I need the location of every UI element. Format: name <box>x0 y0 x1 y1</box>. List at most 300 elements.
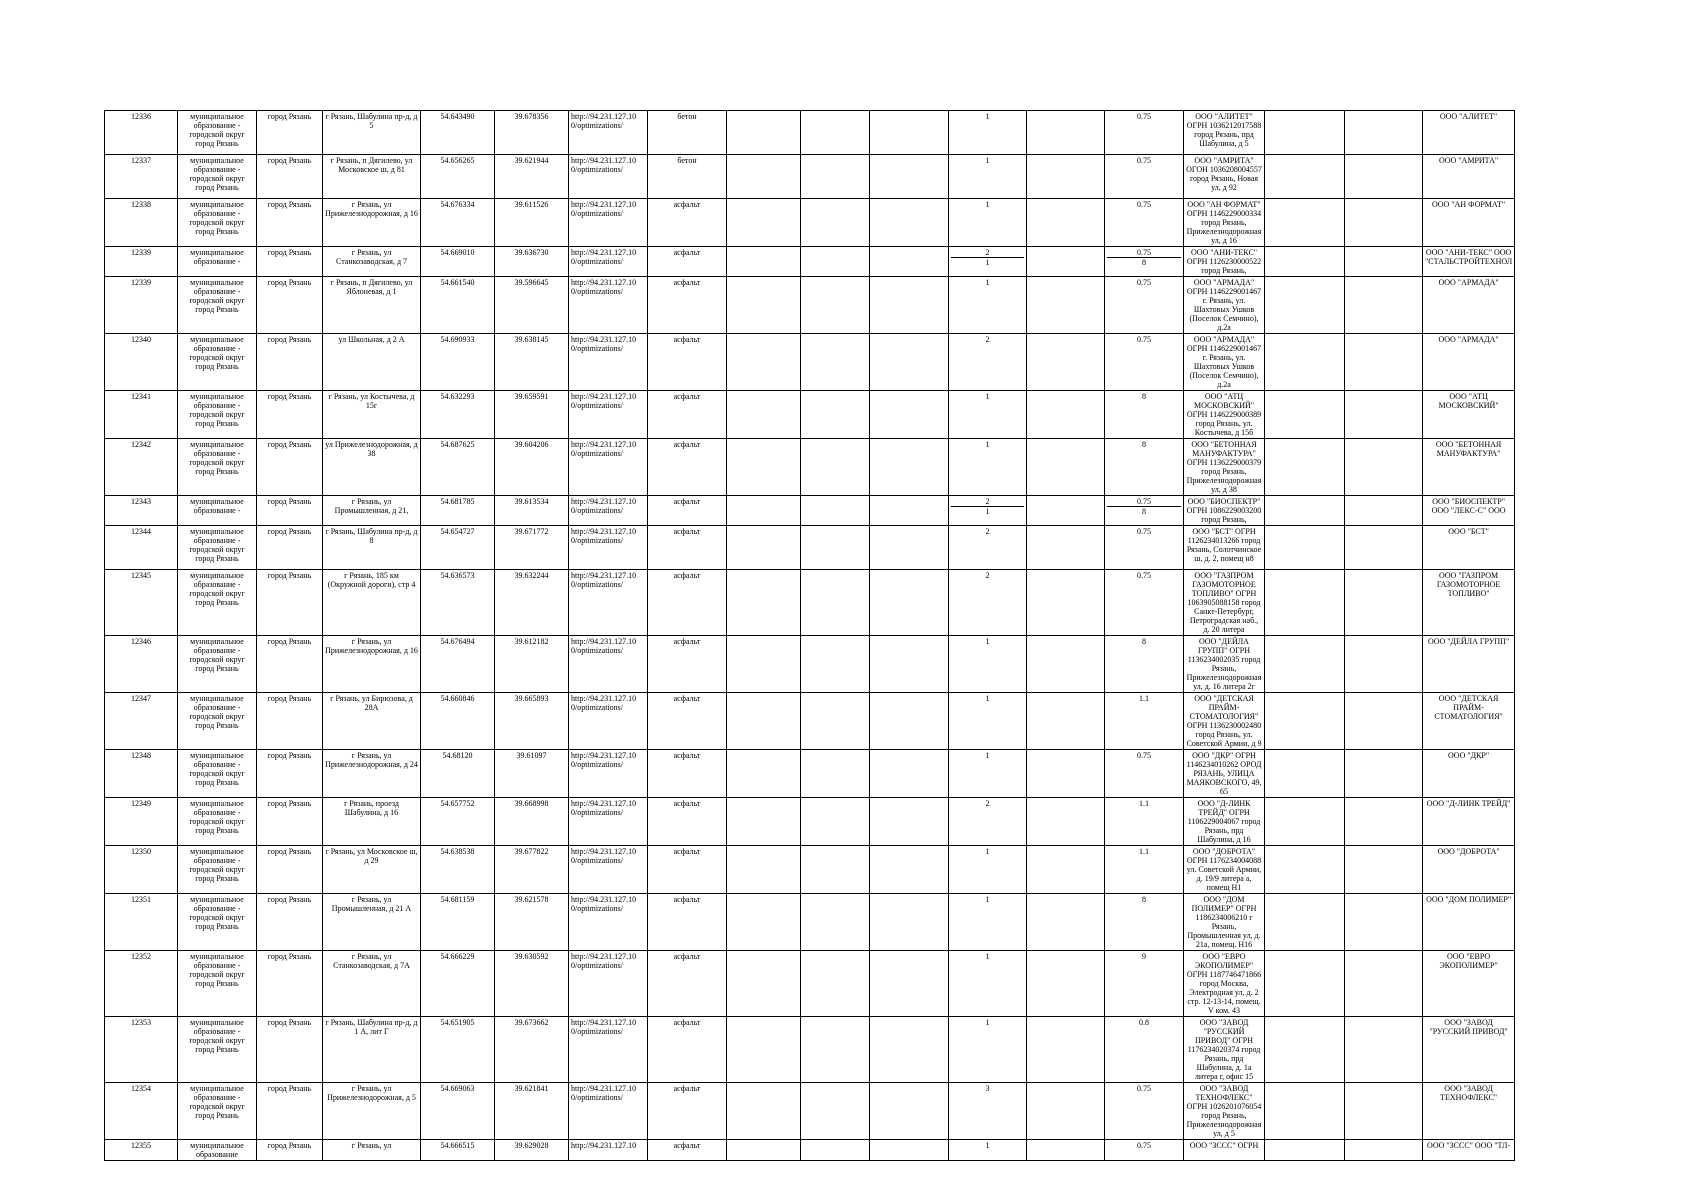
empty-cell <box>801 750 870 798</box>
empty-cell <box>870 439 949 496</box>
owner-cell: ООО "БЕТОННАЯ МАНУФАКТУРА" ОГРН 1136229000379 город Рязань, Прижелезнодорожная ул, д 38 <box>1184 439 1265 496</box>
waste-generator-cell: ООО "ДЕТСКАЯ ПРАЙМ-СТОМАТОЛОГИЯ" <box>1423 693 1515 750</box>
container-volume-cell <box>1105 155 1184 199</box>
city-cell: город Рязань <box>257 199 323 247</box>
empty-cell <box>1027 846 1105 894</box>
site-id-cell: 12351 <box>105 894 178 951</box>
empty-cell <box>1265 570 1345 636</box>
table-row <box>105 199 1623 247</box>
municipality-cell: муниципальное образование - городской округ город Рязань <box>178 636 257 693</box>
address-cell: г Рязань, ул Промышленная, д 21, <box>323 496 421 526</box>
municipality-cell: муниципальное образование - городской округ город Рязань <box>178 951 257 1017</box>
longitude-cell: 39.659591 <box>495 391 569 439</box>
longitude-cell: 39.604206 <box>495 439 569 496</box>
waste-generator-cell: ООО "ЗАВОД ТЕХНОФЛЕКС" <box>1423 1083 1515 1140</box>
empty-cell <box>1345 693 1423 750</box>
container-volume-cell <box>1105 1017 1184 1083</box>
empty-cell <box>1345 526 1423 570</box>
waste-generator-cell: ООО "ГАЗПРОМ ГАЗОМОТОРНОЕ ТОПЛИВО" <box>1423 570 1515 636</box>
empty-cell <box>1345 894 1423 951</box>
container-volume-cell <box>1105 846 1184 894</box>
empty-cell <box>870 526 949 570</box>
address-cell: г Рязань, п Дягилево, ул Московское ш, д 81 <box>323 155 421 199</box>
city-cell: город Рязань <box>257 247 323 277</box>
owner-cell: ООО "ГАЗПРОМ ГАЗОМОТОРНОЕ ТОПЛИВО" ОГРН 1063905088158 город Санкт-Петербург, Петроградская наб., д. 20 литера <box>1184 570 1265 636</box>
container-count-value: 2 <box>985 248 990 257</box>
owner-cell: ООО "Д-ЛИНК ТРЕЙД" ОГРН 1106229004067 город Рязань, прд Шабулина, д 16 <box>1184 798 1265 846</box>
owner-cell: ООО "ДЕЙЛА ГРУПП" ОГРН 1136234002035 город Рязань, Прижелезнодорожная ул, д. 16 литера 2г <box>1184 636 1265 693</box>
empty-cell <box>870 951 949 1017</box>
empty-cell <box>727 693 801 750</box>
latitude-cell: 54.654727 <box>421 526 495 570</box>
container-volume-cell <box>1105 636 1184 693</box>
latitude-cell: 54.669063 <box>421 1083 495 1140</box>
container-count-value: 1 <box>985 1018 990 1027</box>
empty-cell <box>870 1140 949 1161</box>
empty-cell <box>801 570 870 636</box>
municipality-cell: муниципальное образование - городской округ город Рязань <box>178 199 257 247</box>
empty-cell <box>1027 391 1105 439</box>
link-cell: http://94.231.127.10 <box>569 1140 648 1161</box>
city-cell: город Рязань <box>257 1017 323 1083</box>
link-cell: http://94.231.127.10 0/optimizations/ <box>569 1083 648 1140</box>
address-cell: г Рязань, Шабулина пр-д, д 5 <box>323 111 421 155</box>
empty-cell <box>727 391 801 439</box>
city-cell: город Рязань <box>257 439 323 496</box>
surface-cell: асфальт <box>648 1083 727 1140</box>
site-id-cell: 12337 <box>105 155 178 199</box>
longitude-cell: 39.638145 <box>495 334 569 391</box>
latitude-cell: 54.676494 <box>421 636 495 693</box>
empty-cell <box>1345 846 1423 894</box>
longitude-cell: 39.668998 <box>495 798 569 846</box>
longitude-cell: 39.632244 <box>495 570 569 636</box>
empty-cell <box>727 570 801 636</box>
empty-cell <box>1345 247 1423 277</box>
owner-cell: ООО "БИОСПЕКТР" ОГРН 1086229003200 город Рязань, <box>1184 496 1265 526</box>
empty-cell <box>870 846 949 894</box>
waste-generator-cell: ООО "ДЕЙЛА ГРУПП" <box>1423 636 1515 693</box>
city-cell: город Рязань <box>257 750 323 798</box>
link-cell: http://94.231.127.10 0/optimizations/ <box>569 111 648 155</box>
empty-cell <box>870 1017 949 1083</box>
site-id-cell: 12350 <box>105 846 178 894</box>
table-row <box>105 155 1623 199</box>
city-cell: город Рязань <box>257 334 323 391</box>
container-volume-cell <box>1105 391 1184 439</box>
municipality-cell: муниципальное образование - городской округ город Рязань <box>178 155 257 199</box>
empty-cell <box>870 155 949 199</box>
longitude-cell: 39.621841 <box>495 1083 569 1140</box>
container-count-cell <box>949 526 1027 570</box>
container-volume-value: 8 <box>1142 440 1146 449</box>
empty-cell <box>1265 277 1345 334</box>
table-row <box>105 693 1623 750</box>
surface-cell: асфальт <box>648 894 727 951</box>
table-row <box>105 111 1623 155</box>
owner-cell: ООО "ЗАВОД "РУССКИЙ ПРИВОД" ОГРН 1176234020374 город Рязань, прд Шабулина, д. 1а литера г, офис 15 <box>1184 1017 1265 1083</box>
container-volume-value: 8 <box>1107 257 1181 267</box>
container-count-cell <box>949 693 1027 750</box>
empty-cell <box>801 199 870 247</box>
empty-cell <box>1345 750 1423 798</box>
container-count-cell <box>949 798 1027 846</box>
empty-cell <box>801 1017 870 1083</box>
container-count-cell <box>949 894 1027 951</box>
site-id-cell: 12340 <box>105 334 178 391</box>
empty-cell <box>1345 439 1423 496</box>
container-count-value: 1 <box>985 637 990 646</box>
municipality-cell: муниципальное образование - городской округ город Рязань <box>178 111 257 155</box>
waste-generator-cell: ООО "ДОБРОТА" <box>1423 846 1515 894</box>
link-cell: http://94.231.127.10 0/optimizations/ <box>569 798 648 846</box>
owner-cell: ООО "ДОМ ПОЛИМЕР" ОГРН 1186234006210 г Рязань, Промышленная ул, д. 21а, помещ. Н16 <box>1184 894 1265 951</box>
container-count-value: 1 <box>985 278 990 287</box>
municipality-cell: муниципальное образование - городской округ город Рязань <box>178 894 257 951</box>
container-count-cell <box>949 1140 1027 1161</box>
owner-cell: ООО "АРМАДА" ОГРН 1146229001467 г. Рязань, ул. Шахтовых Ушков (Поселок Семчино), д.2а <box>1184 334 1265 391</box>
longitude-cell: 39.612182 <box>495 636 569 693</box>
latitude-cell: 54.660846 <box>421 693 495 750</box>
address-cell: г Рязань, Шабулина пр-д, д 8 <box>323 526 421 570</box>
link-cell: http://94.231.127.10 0/optimizations/ <box>569 636 648 693</box>
site-id-cell: 12354 <box>105 1083 178 1140</box>
municipality-cell: муниципальное образование - городской округ город Рязань <box>178 750 257 798</box>
empty-cell <box>1265 391 1345 439</box>
longitude-cell: 39.677822 <box>495 846 569 894</box>
latitude-cell: 54.666515 <box>421 1140 495 1161</box>
link-cell: http://94.231.127.10 0/optimizations/ <box>569 199 648 247</box>
container-volume-value: 0.75 <box>1137 497 1151 506</box>
table-row <box>105 526 1623 570</box>
empty-cell <box>870 391 949 439</box>
waste-generator-cell: ООО "ЕВРО ЭКОПОЛИМЕР" <box>1423 951 1515 1017</box>
container-count-value: 3 <box>985 1084 990 1093</box>
municipality-cell: муниципальное образование - <box>178 496 257 526</box>
latitude-cell: 54.666229 <box>421 951 495 1017</box>
table-row <box>105 636 1623 693</box>
site-id-cell: 12343 <box>105 496 178 526</box>
owner-cell: ООО "ЗАВОД ТЕХНОФЛЕКС" ОГРН 1026201076054 город Рязань, Прижелезнодорожная ул, д 5 <box>1184 1083 1265 1140</box>
empty-cell <box>1265 846 1345 894</box>
municipality-cell: муниципальное образование - городской округ город Рязань <box>178 277 257 334</box>
container-count-value: 2 <box>985 799 990 808</box>
empty-cell <box>1027 526 1105 570</box>
empty-cell <box>1345 111 1423 155</box>
municipality-cell: муниципальное образование - городской округ город Рязань <box>178 693 257 750</box>
latitude-cell: 54.681159 <box>421 894 495 951</box>
empty-cell <box>1265 798 1345 846</box>
empty-cell <box>870 1083 949 1140</box>
container-volume-cell <box>1105 693 1184 750</box>
link-cell: http://94.231.127.10 0/optimizations/ <box>569 693 648 750</box>
container-count-value: 1 <box>985 200 990 209</box>
container-count-cell <box>949 846 1027 894</box>
latitude-cell: 54.681785 <box>421 496 495 526</box>
container-count-value: 2 <box>985 527 990 536</box>
container-count-cell <box>949 334 1027 391</box>
container-volume-value: 0.75 <box>1137 751 1151 760</box>
longitude-cell: 39.671772 <box>495 526 569 570</box>
table-row <box>105 439 1623 496</box>
container-volume-cell <box>1105 894 1184 951</box>
empty-cell <box>1027 247 1105 277</box>
site-id-cell: 12338 <box>105 199 178 247</box>
latitude-cell: 54.636573 <box>421 570 495 636</box>
site-id-cell: 12347 <box>105 693 178 750</box>
surface-cell: асфальт <box>648 636 727 693</box>
container-count-value: 1 <box>985 112 990 121</box>
owner-cell: ООО "АРМАДА" ОГРН 1146229001467 г. Рязань, ул. Шахтовых Ушков (Поселок Семчино), д.2а <box>1184 277 1265 334</box>
latitude-cell: 54.656265 <box>421 155 495 199</box>
empty-cell <box>801 951 870 1017</box>
empty-cell <box>727 846 801 894</box>
surface-cell: асфальт <box>648 1140 727 1161</box>
empty-cell <box>727 277 801 334</box>
owner-cell: ООО "ДОБРОТА" ОГРН 1176234004088 ул. Советской Армии, д. 19/9 литера а, помещ Н1 <box>1184 846 1265 894</box>
empty-cell <box>1345 570 1423 636</box>
address-cell: г Рязань, 185 км (Окружной дороги), стр 4 <box>323 570 421 636</box>
empty-cell <box>801 526 870 570</box>
table-row <box>105 798 1623 846</box>
site-id-cell: 12339 <box>105 277 178 334</box>
empty-cell <box>1265 526 1345 570</box>
surface-cell: асфальт <box>648 1017 727 1083</box>
city-cell: город Рязань <box>257 111 323 155</box>
site-id-cell: 12341 <box>105 391 178 439</box>
empty-cell <box>1265 247 1345 277</box>
container-volume-value: 9 <box>1142 952 1146 961</box>
latitude-cell: 54.632293 <box>421 391 495 439</box>
container-count-cell <box>949 750 1027 798</box>
container-count-value: 1 <box>985 1141 990 1150</box>
empty-cell <box>1265 496 1345 526</box>
empty-cell <box>870 750 949 798</box>
empty-cell <box>1027 199 1105 247</box>
surface-cell: асфальт <box>648 199 727 247</box>
site-id-cell: 12336 <box>105 111 178 155</box>
surface-cell: асфальт <box>648 496 727 526</box>
site-id-cell: 12355 <box>105 1140 178 1161</box>
empty-cell <box>727 798 801 846</box>
longitude-cell: 39.621578 <box>495 894 569 951</box>
link-cell: http://94.231.127.10 0/optimizations/ <box>569 1017 648 1083</box>
container-count-value: 1 <box>985 847 990 856</box>
registry-table <box>104 110 1623 1161</box>
table-row <box>105 496 1623 526</box>
empty-cell <box>801 798 870 846</box>
empty-cell <box>1345 155 1423 199</box>
table-row <box>105 247 1623 277</box>
municipality-cell: муниципальное образование - городской округ город Рязань <box>178 1083 257 1140</box>
surface-cell: асфальт <box>648 526 727 570</box>
container-volume-value: 0.75 <box>1137 571 1151 580</box>
address-cell: г Рязань, ул Прижелезнодорожная, д 5 <box>323 1083 421 1140</box>
empty-cell <box>801 693 870 750</box>
container-volume-cell <box>1105 798 1184 846</box>
table-row <box>105 846 1623 894</box>
longitude-cell: 39.678356 <box>495 111 569 155</box>
container-volume-cell <box>1105 496 1184 526</box>
waste-generator-cell: ООО "АНИ-ТЕКС" ООО "СТАЛЬСТРОЙТЕХНОЛ <box>1423 247 1515 277</box>
empty-cell <box>870 111 949 155</box>
container-volume-value: 0.75 <box>1137 112 1151 121</box>
empty-cell <box>801 439 870 496</box>
empty-cell <box>801 334 870 391</box>
municipality-cell: муниципальное образование - городской округ город Рязань <box>178 846 257 894</box>
longitude-cell: 39.629028 <box>495 1140 569 1161</box>
empty-cell <box>1265 750 1345 798</box>
city-cell: город Рязань <box>257 798 323 846</box>
empty-cell <box>1345 199 1423 247</box>
empty-cell <box>1027 277 1105 334</box>
municipality-cell: муниципальное образование - городской округ город Рязань <box>178 798 257 846</box>
container-volume-value: 1.1 <box>1139 847 1149 856</box>
surface-cell: бетон <box>648 111 727 155</box>
empty-cell <box>1345 1083 1423 1140</box>
container-volume-cell <box>1105 570 1184 636</box>
empty-cell <box>1027 750 1105 798</box>
link-cell: http://94.231.127.10 0/optimizations/ <box>569 894 648 951</box>
surface-cell: асфальт <box>648 439 727 496</box>
container-count-value: 1 <box>985 895 990 904</box>
container-volume-cell <box>1105 526 1184 570</box>
empty-cell <box>1265 1083 1345 1140</box>
city-cell: город Рязань <box>257 894 323 951</box>
longitude-cell: 39.61097 <box>495 750 569 798</box>
container-volume-value: 8 <box>1142 895 1146 904</box>
surface-cell: асфальт <box>648 247 727 277</box>
surface-cell: бетон <box>648 155 727 199</box>
container-volume-value: 0.75 <box>1137 278 1151 287</box>
container-volume-value: 0.75 <box>1137 335 1151 344</box>
empty-cell <box>870 894 949 951</box>
link-cell: http://94.231.127.10 0/optimizations/ <box>569 570 648 636</box>
address-cell: г Рязань, ул <box>323 1140 421 1161</box>
address-cell: г Рязань, ул Прижелезнодорожная, д 16 <box>323 199 421 247</box>
waste-generator-cell: ООО "АРМАДА" <box>1423 277 1515 334</box>
address-cell: ул Прижелезнодорожная, д 38 <box>323 439 421 496</box>
table-row <box>105 1083 1623 1140</box>
city-cell: город Рязань <box>257 277 323 334</box>
longitude-cell: 39.636730 <box>495 247 569 277</box>
empty-cell <box>727 199 801 247</box>
latitude-cell: 54.657752 <box>421 798 495 846</box>
municipality-cell: муниципальное образование - городской округ город Рязань <box>178 570 257 636</box>
empty-cell <box>870 199 949 247</box>
empty-cell <box>727 894 801 951</box>
container-volume-cell <box>1105 1140 1184 1161</box>
empty-cell <box>1027 570 1105 636</box>
empty-cell <box>727 496 801 526</box>
municipality-cell: муниципальное образование - городской округ город Рязань <box>178 439 257 496</box>
empty-cell <box>1265 636 1345 693</box>
surface-cell: асфальт <box>648 750 727 798</box>
container-count-value: 1 <box>985 751 990 760</box>
longitude-cell: 39.630592 <box>495 951 569 1017</box>
owner-cell: ООО "АТЦ МОСКОВСКИЙ" ОГРН 1146229000389 город Рязань, ул. Костычева, д 15б <box>1184 391 1265 439</box>
container-volume-value: 0.8 <box>1139 1018 1149 1027</box>
link-cell: http://94.231.127.10 0/optimizations/ <box>569 155 648 199</box>
empty-cell <box>1345 391 1423 439</box>
empty-cell <box>727 1140 801 1161</box>
city-cell: город Рязань <box>257 1083 323 1140</box>
surface-cell: асфальт <box>648 951 727 1017</box>
empty-cell <box>727 1083 801 1140</box>
container-volume-value: 0.75 <box>1137 200 1151 209</box>
table-row <box>105 391 1623 439</box>
waste-generator-cell: ООО "БИОСПЕКТР" ООО "ЛЕКС-С" ООО <box>1423 496 1515 526</box>
container-count-cell <box>949 247 1027 277</box>
surface-cell: асфальт <box>648 693 727 750</box>
empty-cell <box>870 496 949 526</box>
longitude-cell: 39.621944 <box>495 155 569 199</box>
municipality-cell: муниципальное образование - городской округ город Рязань <box>178 526 257 570</box>
container-volume-cell <box>1105 750 1184 798</box>
table-row <box>105 750 1623 798</box>
waste-generator-cell: ООО "ЗССС" ООО "ТЛ- <box>1423 1140 1515 1161</box>
empty-cell <box>1345 334 1423 391</box>
empty-cell <box>1265 693 1345 750</box>
longitude-cell: 39.673662 <box>495 1017 569 1083</box>
waste-generator-cell: ООО "БСТ" <box>1423 526 1515 570</box>
container-volume-value: 0.75 <box>1137 1141 1151 1150</box>
link-cell: http://94.231.127.10 0/optimizations/ <box>569 496 648 526</box>
surface-cell: асфальт <box>648 334 727 391</box>
latitude-cell: 54.651905 <box>421 1017 495 1083</box>
latitude-cell: 54.676334 <box>421 199 495 247</box>
site-id-cell: 12349 <box>105 798 178 846</box>
container-count-cell <box>949 570 1027 636</box>
city-cell: город Рязань <box>257 155 323 199</box>
empty-cell <box>801 1140 870 1161</box>
link-cell: http://94.231.127.10 0/optimizations/ <box>569 391 648 439</box>
table-row <box>105 1140 1623 1161</box>
city-cell: город Рязань <box>257 1140 323 1161</box>
city-cell: город Рязань <box>257 526 323 570</box>
address-cell: г Рязань, ул Станкозаводская, д 7 <box>323 247 421 277</box>
empty-cell <box>1027 439 1105 496</box>
waste-generator-cell: ООО "ДОМ ПОЛИМЕР" <box>1423 894 1515 951</box>
container-volume-value: 0.75 <box>1137 1084 1151 1093</box>
address-cell: г Рязань, ул Прижелезнодорожная, д 24 <box>323 750 421 798</box>
longitude-cell: 39.665893 <box>495 693 569 750</box>
latitude-cell: 54.638538 <box>421 846 495 894</box>
owner-cell: ООО "ЕВРО ЭКОПОЛИМЕР" ОГРН 1187746471866 город Москва, Электродная ул, д. 2 стр. 12-13-14, помещ. V ком. 43 <box>1184 951 1265 1017</box>
container-volume-value: 8 <box>1107 506 1181 516</box>
empty-cell <box>1265 1017 1345 1083</box>
city-cell: город Рязань <box>257 693 323 750</box>
address-cell: г Рязань, ул Прижелезнодорожная, д 16 <box>323 636 421 693</box>
site-id-cell: 12345 <box>105 570 178 636</box>
latitude-cell: 54.643490 <box>421 111 495 155</box>
empty-cell <box>870 570 949 636</box>
container-count-value: 1 <box>985 952 990 961</box>
link-cell: http://94.231.127.10 0/optimizations/ <box>569 951 648 1017</box>
site-id-cell: 12348 <box>105 750 178 798</box>
empty-cell <box>1027 894 1105 951</box>
empty-cell <box>727 111 801 155</box>
empty-cell <box>1027 1017 1105 1083</box>
container-count-cell <box>949 439 1027 496</box>
container-count-value: 1 <box>951 257 1024 267</box>
container-count-value: 2 <box>985 335 990 344</box>
surface-cell: асфальт <box>648 391 727 439</box>
empty-cell <box>870 798 949 846</box>
empty-cell <box>801 636 870 693</box>
container-count-value: 1 <box>951 506 1024 516</box>
address-cell: г Рязань, ул Московское ш, д 29 <box>323 846 421 894</box>
